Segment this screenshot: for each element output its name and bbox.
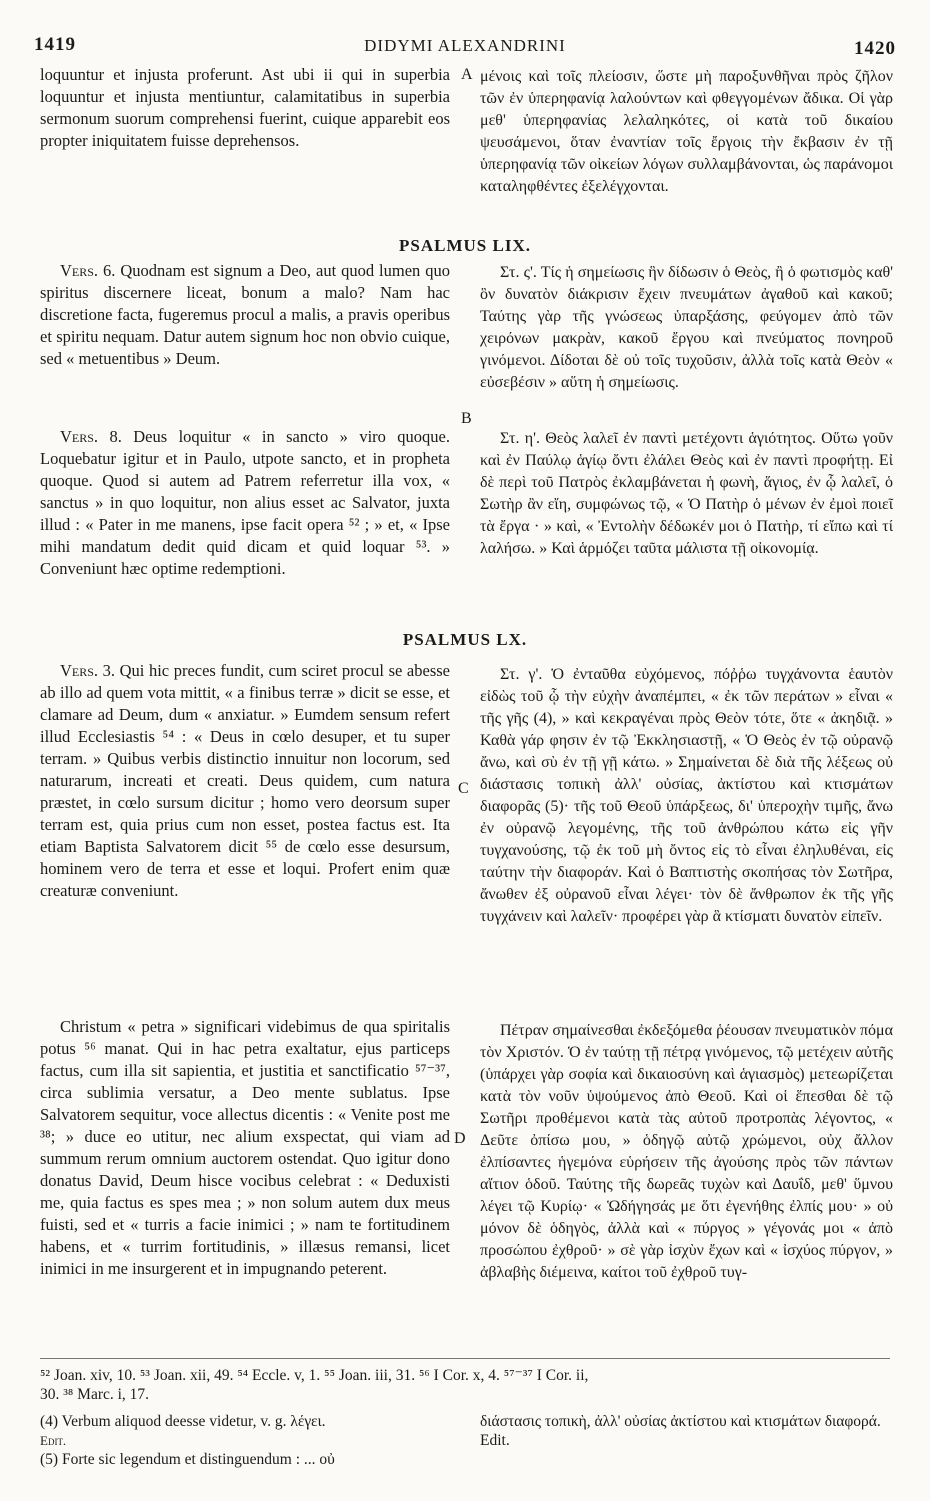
footnote-line-1: ⁵² Joan. xiv, 10. ⁵³ Joan. xii, 49. ⁵⁴ Eccle. v, 1. ⁵⁵ Joan. iii, 31. ⁵⁶ I Cor. x, 4. ⁵⁷⁻³⁷ I Cor. ii, [40,1367,589,1384]
verse-label: Vers. [60,261,99,280]
editor-notes-right [480,1412,890,1450]
verse-text: 6. Quodnam est signum a Deo, aut quod lumen quo spiritus discernere liceat, bonum a malo? Nam hac discretione facta, fugeremus procul a malis, a pravis operibus et spiritu nequam. Datur autem signum hoc non obvio cuique, sed « metuentibus » Deum. [40,261,450,368]
greek-paragraph: μένοις καὶ τοῖς πλείοσιν, ὥστε μὴ παροξυνθῆναι πρὸς ζῆλον τῶν ἐν ὑπερηφανίᾳ λαλούντων καὶ φθεγγομένων ἄδικα. Οἱ γὰρ μεθ' ὑπερηφανίας λελαληκότες, οἱ κατὰ τοῦ δικαίου ψευσάμενοι, ὅταν ἐναντίαν τοῖς ἔργοις τὴν ἔκβασιν ἐν τῇ ὑπερηφανίᾳ τῶν οἰκείων λόγων συλλαμβάνονται, ὡς παράνομοι καταληφθέντες ἐξελέγχονται. [480,68,893,195]
psalm-heading-lix: PSALMUS LIX. [399,236,531,255]
greek-verse-8: Στ. η'. Θεὸς λαλεῖ ἐν παντὶ μετέχοντι ἁγιότητος. Οὕτω γοῦν καὶ ἐν Παύλῳ ἁγίῳ ὄντι ἐλάλει Θεὸς καὶ ἐν παντὶ προφήτῃ. Εἰ δὲ περὶ τοῦ Πατρὸς ἐκλαμβάνεται ἡ φωνὴ, ἅγιος, ἐν ᾧ λαλεῖ, ὁ Σωτὴρ ἂν εἴη, συμφώνως τῷ, « Ὁ Πατὴρ ὁ μένων ἐν ἐμοὶ ποιεῖ τὰ ἔργα · » καὶ, « Ἐντολὴν δέδωκέν μοι ὁ Πατὴρ, τί εἴπω καὶ τί λαλήσω. » Καὶ ἁρμόζει ταῦτα μάλιστα τῇ οἰκονομίᾳ. [480,430,893,557]
page-number-right: 1420 [854,38,896,59]
greek-verse-6: Στ. ς'. Τίς ἡ σημείωσις ἣν δίδωσιν ὁ Θεὸς, ἢ ὁ φωτισμὸς καθ' ὃν δυνατὸν διάκρισιν ἔχειν πνευμάτων ἀγαθοῦ καὶ κακοῦ; Ταύτης γὰρ τῆς γνώσεως ὑπαρξάσης, φεύγομεν ἀπὸ τῶν χειρόνων μακρὰν, κακοῦ ἔργου καὶ πνεύματος πονηροῦ γινόμενοι. Δίδοται δὲ οὐ τοῖς τυχοῦσιν, ἀλλὰ τοῖς κατὰ Θεὸν « εὐσεβέσιν » αὕτη ἡ σημείωσις. [480,264,893,391]
latin-column-ps59-v6 [40,260,450,370]
editor-notes-left [40,1412,455,1469]
latin-petra-paragraph: Christum « petra » significari videbimus de qua spiritalis potus ⁵⁶ manat. Qui in hac petra exaltatur, ejus particeps factus, cum illa sit sapientia, et justitia et sanctificatio ⁵⁷⁻³⁷, circa sublimia versatur, a Deo mente sublatus. Ipse Salvatorem sequitur, voce allectus dicentis : « Venite post me ³⁸; » duce eo utitur, nec alium exspectat, qui viam ad summum rerum omnium auctorem ostendat. Quo igitur dono donatus David, Deum hisce vocibus celebrat : « Deduxisti me, quia factus es spes mea ; » non solum autem dux meus fuisti, sed et « turris a facie inimici ; » nam te fortitudinem habens, et « turrim fortitudinis, » illæsus remansi, licet inimici in me insurgerent et in impugnando peterent. [40,1017,450,1278]
greek-verse-3: Στ. γ'. Ὁ ἐνταῦθα εὐχόμενος, πόῤῥω τυγχάνοντα ἑαυτὸν εἰδὼς τοῦ ᾧ τὴν εὐχὴν ἀναπέμπει, « ἐκ τῶν περάτων » εἶναι « τῆς γῆς (4), » καὶ κεκραγέναι πρὸς Θεὸν τότε, ὅτε « ἀκηδιᾷ. » Καθὰ γάρ φησιν ἐν τῷ Ἐκκλησιαστῇ, « Ὁ Θεὸς ἐν τῷ οὐρανῷ ἄνω, καὶ σὺ ἐν τῇ γῇ κάτω. » Σημαίνεται δὲ διὰ τῆς λέξεως οὐ διάστασις τοπικὴ ἀλλ' οὐσίας, ἀκτίστου καὶ κτισμάτων διαφορᾶς (5)· τῆς τοῦ Θεοῦ ὑπάρξεως, δι' ὑπεροχὴν τιμῆς, ἄνω ἐν οὐρανῷ λεγομένης, τῆς τοῦ ἀνθρώπου κάτω εἰς γῆν τυγχανούσης, τῷ ἐκ τοῦ μὴ ὄντος εἰς τὸ εἶναι ἐληλυθέναι, εἰς ταύτην τὴν διαφοράν. Καὶ ὁ Βαπτιστὴς σκοπήσας τὸν Σωτῆρα, ἄνωθεν ἐξ οὐρανοῦ εἶναι λέγει· τὸν δὲ ἄνθρωπον ἐκ τῆς γῆς τυγχάνειν καὶ λαλεῖν· προφέρει γὰρ ἃ κτίσματι δυνατὸν εἰπεῖν. [480,666,893,925]
running-header [34,34,896,60]
verse-label: Vers. [60,427,99,446]
greek-column-ps60-v3 [480,664,893,928]
footnote-rule [40,1358,890,1359]
note-4-edit: Edit. [40,1433,67,1448]
verse-label: Vers. [60,661,99,680]
greek-column-ps59-v6 [480,262,893,394]
latin-column-petra [40,1016,450,1280]
greek-column-ps59-v8 [480,428,893,560]
note-5: (5) Forte sic legendum et distinguendum : ... οὐ [40,1451,335,1468]
latin-paragraph: loquuntur et injusta proferunt. Ast ubi ii qui in superbia loquuntur et injusta mentiuntur, calamitatibus in superbia sermonum suorum comprehensi fuerint, cuique apparebit eos propter iniquitatem fuisse deprehensos. [40,65,450,150]
greek-column-petra [480,1020,893,1284]
page-number-left: 1419 [34,34,76,55]
note-4: (4) Verbum aliquod deesse videtur, v. g. λέγει. [40,1413,326,1430]
margin-letter-d: D [454,1130,466,1147]
verse-text: 3. Qui hic preces fundit, cum sciret procul se abesse ab illo ad quem vota mittit, « a finibus terræ » dicit se esse, et clamare ad Deum, dum « anxiatur. » Eumdem sensum refert illud Ecclesiastis ⁵⁴ : « Deus in cœlo desuper, et tu super terram. » Quibus verbis distinctio innuitur non locorum, sed naturarum, increati et creati. Deus quidem, cum natura præstet, in cœlo sursum dicitur ; homo vero deorsum super terram est, quia prius cum non esset, postea factus est. Ita etiam Baptista Salvatorem dicit ⁵⁵ de cœlo esse desursum, hominem vero de terra et esse et loqui. Profert enim quæ creaturæ conveniunt. [40,661,450,900]
latin-verse-6 [40,260,450,370]
verse-text: 8. Deus loquitur « in sancto » viro quoque. Loquebatur igitur et in Paulo, utpote sancto, et in propheta quoque. Quod si autem ad Patrem referretur illa vox, « sanctus » in quo loquitur, non alius esset ac Salvator, juxta illud : « Pater in me manens, ipse facit opera ⁵² ; » et, « Ipse mihi mandatum dedit quid dicam et quid loquar ⁵³. » Conveniunt hæc optime redemptioni. [40,427,451,578]
margin-letter-c: C [458,780,469,797]
latin-column-ps60-v3 [40,660,450,902]
latin-column-ps59-v8 [40,426,450,580]
greek-column-intro [480,66,893,198]
running-title: DIDYMI ALEXANDRINI [364,36,566,55]
latin-verse-8 [40,426,450,580]
footnote-line-2: 30. ³⁸ Marc. i, 17. [40,1386,150,1403]
latin-column-intro [40,64,450,152]
margin-letter-b: B [461,410,472,427]
greek-petra-paragraph: Πέτραν σημαίνεσθαι ἐκδεξόμεθα ῥέουσαν πνευματικὸν πόμα τὸν Χριστόν. Ὁ ἐν ταύτῃ τῇ πέτρᾳ γινόμενος, τῷ μετέχειν αὐτῆς (ὑπάρχει γὰρ σοφία καὶ δικαιοσύνη καὶ ἁγιασμὸς) μετεωρίζεται κατὰ τὸν νοῦν ὑψούμενος ἀπὸ Θεοῦ. Καὶ οἱ ἕπεσθαι δὲ τῷ Σωτῆρι προθέμενοι κατὰ τὰς αὐτοῦ προτροπὰς λέγοντος, « Δεῦτε ὀπίσω μου, » ὁδηγῷ αὐτῷ χρώμενοι, οὐχ ἄλλον ἐλπίσαντες ἡγεμόνα εὑρήσειν τῆς ἀγούσης πρὸς τῶν πάντων αἴτιον ὁδοῦ. Ταύτης τῆς δωρεᾶς τυχὼν καὶ Δαυΐδ, μεθ' ὕμνου λέγει τῷ Κυρίῳ· « Ὡδήγησάς με ὅτι ἐγενήθης ἐλπίς μου· » οὐ μόνον δὲ ὁδηγὸς, ἀλλὰ καὶ « πύργος » γέγονάς μοι « ἀπὸ προσώπου ἐχθροῦ· » σὲ γὰρ ἰσχὺν ἔχων καὶ « ἰσχύος πύργον, » ἀβλαβὴς διέμεινα, καίτοι τοῦ ἐχθροῦ τυγ- [480,1022,893,1281]
latin-verse-3 [40,660,450,902]
margin-letter-a: A [461,66,473,83]
psalm-heading-lx: PSALMUS LX. [402,630,528,649]
note-5-continued: διάστασις τοπικὴ, ἀλλ' οὐσίας ἀκτίστου καὶ κτισμάτων διαφορά. Edit. [480,1413,881,1449]
